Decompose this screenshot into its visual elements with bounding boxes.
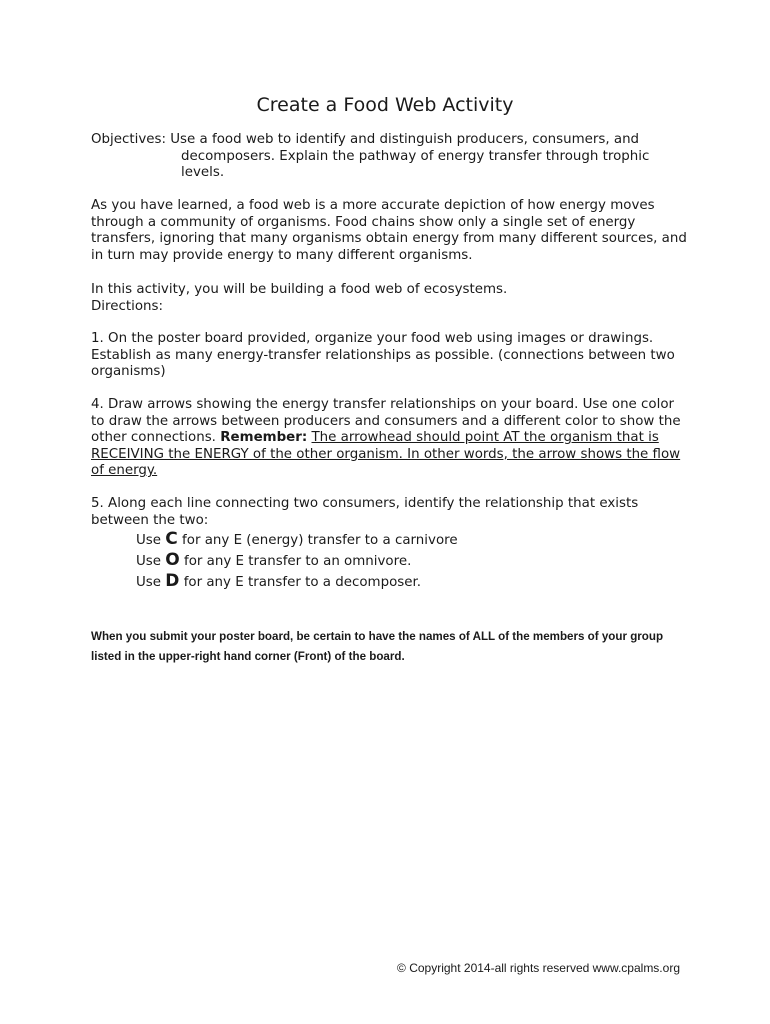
page-title: Create a Food Web Activity xyxy=(256,94,514,116)
objectives-first-line: Use a food web to identify and distinguish producers, consumers, and xyxy=(170,132,640,147)
remember-text: The arrowhead should point AT the organism that is RECEIVING the ENERGY of the other organism. In other words, the arrow shows the flow of energy. xyxy=(91,430,681,479)
objectives-label: Objectives: xyxy=(91,132,166,147)
code-letter: D xyxy=(165,571,180,591)
objectives-block xyxy=(91,132,691,182)
copyright-footer: © Copyright 2014-all rights reserved www.cpalms.org xyxy=(397,961,680,975)
step-1: 1. On the poster board provided, organize your food web using images or drawings. Establish as many energy-transfer relationships as possible. (connections between two organisms) xyxy=(91,331,675,380)
remember-label: Remember: xyxy=(220,430,308,446)
step-4 xyxy=(91,397,691,480)
submit-note: When you submit your poster board, be certain to have the names of ALL of the members of your group listed in the upper-right hand corner (Front) of the board. xyxy=(91,630,664,663)
intro-paragraph: As you have learned, a food web is a more accurate depiction of how energy moves through a community of organisms. Food chains show only a single set of energy transfers, ignoring that many organisms obtain energy from many different sources, and in turn may provide energy to many different organisms. xyxy=(91,198,687,263)
step-4-text: 4. Draw arrows showing the energy transfer relationships on your board. Use one color to draw the arrows between producers and consumers and a different color to show the other connections. xyxy=(91,397,681,446)
code-letter: C xyxy=(165,529,178,549)
objectives-continuation: decomposers. Explain the pathway of energy transfer through trophic levels. xyxy=(181,148,650,181)
code-letter: O xyxy=(165,550,180,570)
relationship-code-list xyxy=(136,529,636,592)
code-row-omnivore: Use O for any E transfer to an omnivore. xyxy=(136,550,412,570)
code-row-carnivore: Use C for any E (energy) transfer to a carnivore xyxy=(136,529,458,549)
step-5: 5. Along each line connecting two consumers, identify the relationship that exists between the two: xyxy=(91,496,639,528)
activity-block xyxy=(91,282,691,315)
code-row-decomposer: Use D for any E transfer to a decomposer. xyxy=(136,571,422,591)
activity-line: In this activity, you will be building a food web of ecosystems. xyxy=(91,282,508,297)
directions-label: Directions: xyxy=(91,298,163,314)
